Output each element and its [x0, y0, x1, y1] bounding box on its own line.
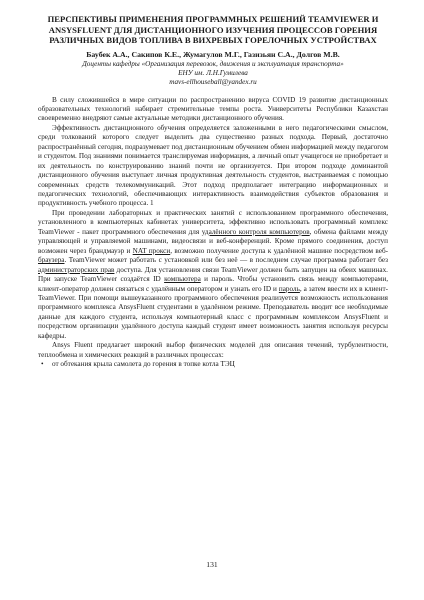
nat-proxy-link[interactable]: NAT прокси — [132, 246, 171, 255]
paragraph-3-text-b: , обмена файлами между управляющей и управляемой машинами, видеосвязи и веб-конференций. Кроме прямого соединения, доступ возможен через брандмауэр и — [38, 227, 389, 255]
bullet-text: от обтекания крыла самолета до горения в топке котла ТЭЦ — [52, 360, 235, 369]
password-link[interactable]: пароль — [278, 284, 300, 293]
page-number: 131 — [206, 560, 218, 569]
computer-link[interactable]: компьютера — [164, 275, 201, 284]
paper-body — [38, 96, 388, 370]
paragraph-3-text-f: и пароль. Чтобы установить связь между компьютерами, клиент-оператор должен связаться с удалённым оператором и узнать его ID и — [38, 275, 388, 293]
author-email: mavs-ellhouseball@yandex.ru — [169, 77, 257, 86]
paragraph-3-text-a: При проведении лабораторных и практических занятий с использованием программного обеспечения, установленного в компьютерных кабинетах университета, эффективно использовать программный комплекс TeamViewer - пакет программного обеспечения для — [38, 208, 388, 236]
paragraph-3-text-d: . TeamViewer может работать с установкой или без неё — в последнем случае программа работает без — [64, 256, 388, 265]
admin-rights-link[interactable]: администраторских прав — [38, 265, 115, 274]
paragraph-1: В силу сложившейся в мире ситуации по распространению вируса COVID 19 развитие дистанционных образовательных технологий набирает стремительные темпы роста. Университеты Республики Казахстан своевременно внедряют самые актуальные методики дистанционного обучения. — [38, 95, 388, 123]
author-list: Баубек А.А., Сакипов К.Е., Жумагулов М.Г., Газизьян С.А., Долгов М.В. — [86, 49, 340, 59]
remote-control-link[interactable]: удалённого контроля компьютеров — [201, 227, 310, 236]
bullet-icon: • — [41, 360, 44, 369]
browser-link[interactable]: браузера — [38, 256, 65, 265]
affiliation-university: ЕНУ им. Л.Н.Гумилева — [178, 68, 248, 77]
paragraph-2: Эффективность дистанционного обучения определяется заложенными в него педагогическими смыслом, среди толкований которого следует выделить два существенно разных подхода. Первый, достаточно распространённый сегодня, подразумевает под дистанционным обучением обмен информацией между педагогом и студентом. Под знаниями понимается транслируемая информация, а личный опыт учащегося не приобретает и их деятельность по конструированию знаний почти не организуется. При втором подходе доминантой дистанционного обучения выступает личная продуктивная деятельность студентов, выстраиваемая с помощью современных средств телекоммуникаций. Этот подход предполагает интеграцию информационных и педагогических технологий, обеспечивающих интерактивность взаимодействия субъектов образования и продуктивность учебного процесса. 1 — [38, 123, 388, 208]
paper-page — [38, 14, 388, 370]
paper-title: ПЕРСПЕКТИВЫ ПРИМЕНЕНИЯ ПРОГРАММНЫХ РЕШЕНИЙ TEAMVIEWER И ANSYSFLUENT ДЛЯ ДИСТАНЦИОННОГО ИЗУЧЕНИЯ ПРОЦЕССОВ ГОРЕНИЯ РАЗЛИЧНЫХ ВИДОВ ТОПЛИВА В ВИХРЕВЫХ ГОРЕЛОЧНЫХ УСТРОЙСТВАХ — [47, 14, 379, 45]
bullet-item — [38, 360, 388, 369]
paragraph-3-text-g: , а затем ввести их в клиент-TeamViewer. При помощи вышеуказанного программного обеспечения реализуется возможность использования программного комплекса AnsysFluent студентами в удалённом режиме. Преподаватель вводит все необходимые данные для каждого студента, используя компьютерный класс с программным комплексом AnsysFluent и посредством организации удалённого доступа каждый студент имеет возможность занятия используя ресурсы кафедры. — [38, 284, 388, 340]
paragraph-3-text-e: доступа. Для установления связи TeamViewer должен быть запущен на обеих машинах. При запуске TeamViewer создаётся ID — [38, 265, 388, 284]
paragraph-4: Ansys Fluent предлагает широкий выбор физических моделей для описания течений, турбулентности, теплообмена и химических реакций в различных процессах: — [38, 341, 388, 359]
paragraph-3 — [38, 209, 388, 341]
affiliation-position: Доценты кафедры «Организация перевозок, движения и эксплуатация транспорта» — [82, 59, 344, 68]
paragraph-3-text-c: , возможно получение доступа к удалённой машине посредством веб- — [170, 246, 389, 255]
